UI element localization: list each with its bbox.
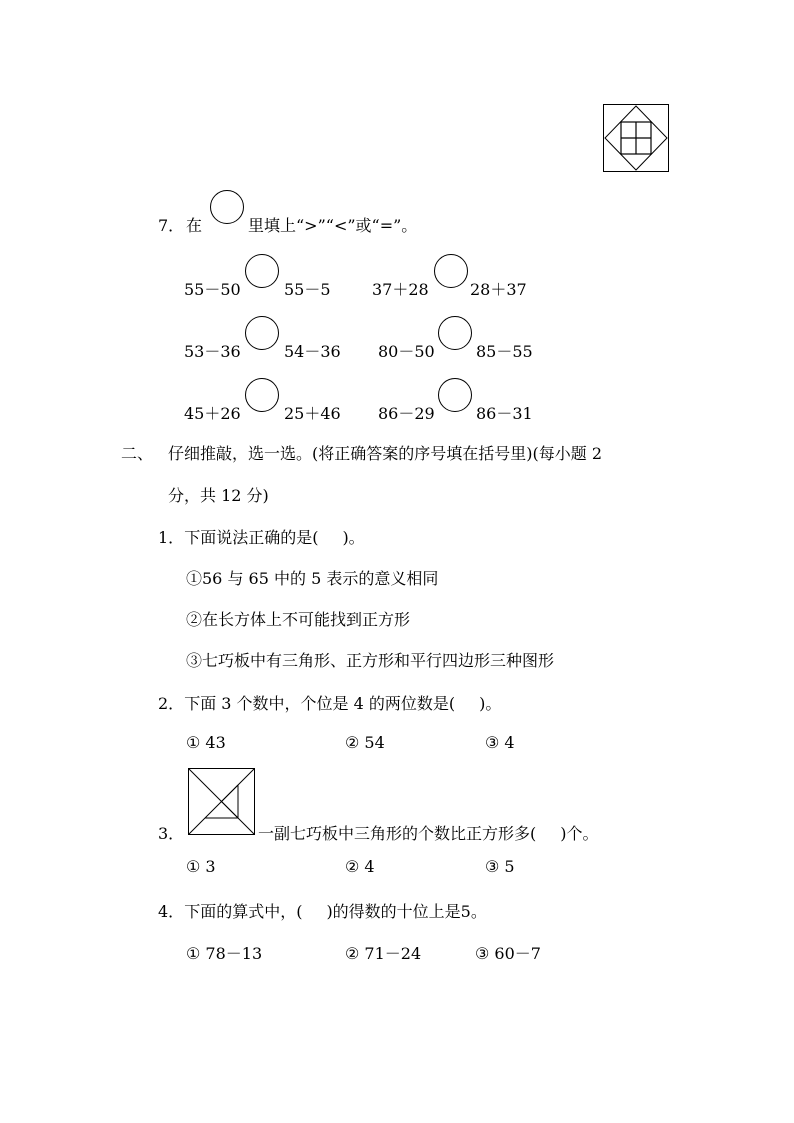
q1-stem: [158, 525, 365, 548]
q7-r1-right-a: 55－5: [284, 280, 331, 299]
q3-stem-before: 一副七巧板中三角形的个数比正方形多(: [258, 824, 537, 843]
q1-number: 1．: [158, 528, 185, 547]
q2-option-2: ② 54: [345, 733, 385, 752]
q7-r2-answer-circle-b[interactable]: [438, 316, 472, 350]
q4-stem: [158, 899, 487, 922]
q7-r3-answer-circle-b[interactable]: [438, 378, 472, 412]
q1-option-2: ②在长方体上不可能找到正方形: [186, 610, 411, 629]
q1-option-3: ③七巧板中有三角形、正方形和平行四边形三种图形: [186, 651, 555, 670]
q2-option-3: ③ 4: [485, 733, 515, 752]
q2-stem: [158, 691, 501, 714]
q7-r3-right-b: 86－31: [476, 404, 533, 423]
q4-number: 4．: [158, 902, 185, 921]
q7-r2-answer-circle-a[interactable]: [245, 316, 279, 350]
q7-r3-answer-circle-a[interactable]: [245, 378, 279, 412]
q7-r3-left-b: 86－29: [378, 404, 435, 423]
q7-number: 7．: [158, 216, 185, 235]
q3-option-3: ③ 5: [485, 857, 515, 876]
q3-stem-after: )个。: [560, 824, 599, 843]
q1-stem-before: 下面说法正确的是(: [184, 528, 319, 547]
q7-r3-left-a: 45＋26: [184, 404, 241, 423]
q7-r2-right-b: 85－55: [476, 342, 533, 361]
q7-instruction: 里填上“>”“<”或“=”。: [248, 216, 418, 235]
q3-number: 3．: [158, 824, 185, 843]
q2-number: 2．: [158, 694, 185, 713]
q4-option-3: ③ 60－7: [475, 944, 541, 963]
q2-stem-before: 下面 3 个数中，个位是 4 的两位数是(: [184, 694, 456, 713]
q7-lead: 在: [186, 216, 203, 235]
q7-r2-left-b: 80－50: [378, 342, 435, 361]
q4-option-1: ① 78－13: [186, 944, 263, 963]
nested-squares-figure: [603, 104, 669, 172]
q1-option-1: ①56 与 65 中的 5 表示的意义相同: [186, 569, 439, 588]
q7-r1-left-a: 55－50: [184, 280, 241, 299]
q7-r3-right-a: 25＋46: [284, 404, 341, 423]
section2-title-line1: 仔细推敲，选一选。(将正确答案的序号填在括号里)(每小题 2: [168, 444, 602, 463]
section2-number: 二、: [121, 444, 154, 463]
q3-option-1: ① 3: [186, 857, 216, 876]
q7-r1-left-b: 37＋28: [372, 280, 429, 299]
q7-r1-answer-circle-a[interactable]: [245, 254, 279, 288]
section2-title-line2: 分，共 12 分): [168, 486, 269, 505]
q7-r1-answer-circle-b[interactable]: [434, 254, 468, 288]
q7-r2-right-a: 54－36: [284, 342, 341, 361]
q3-stem: [258, 821, 599, 844]
q1-stem-after: )。: [342, 528, 365, 547]
q4-stem-before: 下面的算式中，(: [184, 902, 303, 921]
q2-option-1: ① 43: [186, 733, 226, 752]
q4-stem-after: )的得数的十位上是5。: [326, 902, 487, 921]
q7-r1-right-b: 28＋37: [470, 280, 527, 299]
q2-stem-after: )。: [479, 694, 502, 713]
q3-option-2: ② 4: [345, 857, 375, 876]
tangram-figure: [188, 768, 256, 836]
q7-example-circle: [210, 190, 244, 224]
q7-r2-left-a: 53－36: [184, 342, 241, 361]
q4-option-2: ② 71－24: [345, 944, 422, 963]
